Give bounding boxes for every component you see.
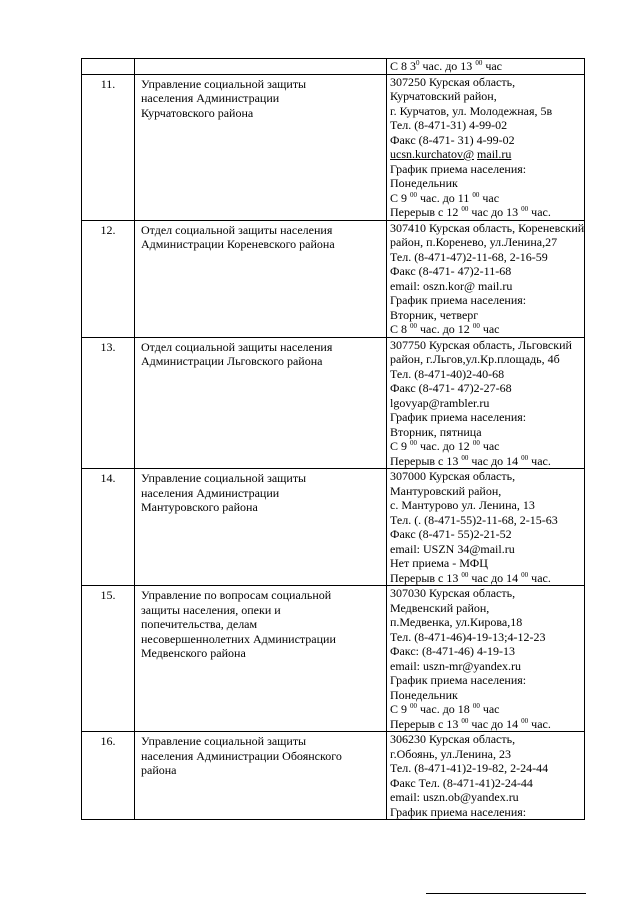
contact-info-line: Нет приема - МФЦ <box>390 556 488 570</box>
row-number: 12. <box>82 220 135 337</box>
contact-info-line: Перерыв с 13 $^{00}$ час до 14 $^{00}$ час. <box>390 453 551 468</box>
contact-info <box>387 732 585 820</box>
contact-info-line: Вторник, пятница <box>390 424 482 439</box>
contact-info-line: Тел. (8-471-41)2-19-82, 2-24-44 <box>390 761 549 775</box>
institution-name <box>135 59 387 75</box>
contact-info-line: 307410 Курская область, Кореневский <box>390 220 585 235</box>
institution-name: Управление социальной защиты населения Администрации Курчатовского района <box>135 74 387 220</box>
institutions-table-body <box>82 59 585 820</box>
contact-info <box>387 59 585 75</box>
table-row <box>82 59 585 75</box>
table-row <box>82 586 585 732</box>
contact-info-line: email: USZN 34@mail.ru <box>390 541 515 556</box>
contact-info-line: Перерыв с 13 $^{00}$ час до 14 $^{00}$ час. <box>390 570 551 585</box>
institutions-table <box>81 58 585 820</box>
contact-info-line: С 9 $^{00}$ час. до 18 $^{00}$ час <box>390 702 500 716</box>
contact-info-line: email: uszn-mr@yandex.ru <box>390 658 522 673</box>
contact-info-line: Тел. (. (8-471-55)2-11-68, 2-15-63 <box>390 512 558 527</box>
contact-info-line: С 9 $^{00}$ час. до 12 $^{00}$ час <box>390 439 500 453</box>
contact-info <box>387 74 585 220</box>
contact-info-line: район, п.Коренево, ул.Ленина,27 <box>390 235 558 249</box>
contact-info-line: График приема населения: <box>390 293 527 307</box>
contact-info-line: Курчатовский район, <box>390 89 497 103</box>
contact-info-line: 307750 Курская область, Льговский <box>390 337 572 352</box>
institution-name: Управление по вопросам социальной защиты населения, опеки и попечительства, делам несовершеннолетних Администрации Медвенского района <box>135 586 387 732</box>
table-row <box>82 74 585 220</box>
institution-name: Отдел социальной защиты населения Администрации Кореневского района <box>135 220 387 337</box>
contact-info-line: График приема населения: <box>390 673 527 687</box>
contact-info-line: Факс (8-471- 55)2-21-52 <box>390 527 512 541</box>
contact-info-line: п.Медвенка, ул.Кирова,18 <box>390 615 523 629</box>
contact-info-line: email: uszn.ob@yandex.ru <box>390 790 519 804</box>
contact-info-line: Факс: (8-471-46) 4-19-13 <box>390 644 515 658</box>
contact-info-line: Факс (8-471- 47)2-11-68 <box>390 264 512 278</box>
contact-info-line: 307030 Курская область, <box>390 586 516 600</box>
contact-info-line: г.Обоянь, ул.Ленина, 23 <box>390 746 511 761</box>
contact-info-line: с. Мантурово ул. Ленина, 13 <box>390 498 535 512</box>
contact-info-line: Перерыв с 13 $^{00}$ час до 14 $^{00}$ час. <box>390 716 551 731</box>
row-number: 15. <box>82 586 135 732</box>
contact-info-line: email: oszn.kor@ mail.ru <box>390 278 513 293</box>
contact-info-line: г. Курчатов, ул. Молодежная, 5в <box>390 103 553 118</box>
contact-info-line: Тел. (8-471-40)2-40-68 <box>390 366 505 381</box>
row-number: 11. <box>82 74 135 220</box>
contact-info-line: Факс (8-471- 31) 4-99-02 <box>390 132 515 147</box>
contact-info-line: График приема населения: <box>390 410 527 424</box>
contact-info-line: Тел. (8-471-31) 4-99-02 <box>390 118 508 132</box>
contact-info-line: Факс (8-471- 47)2-27-68 <box>390 381 512 395</box>
contact-info-line: Понедельник <box>390 687 458 702</box>
contact-info-line: ucsn.kurchatov@ mail.ru <box>390 147 512 161</box>
contact-info-line: Медвенский район, <box>390 600 490 615</box>
contact-info-line: С 8 $3^0$ час. до 13 $^{00}$ час <box>390 59 502 73</box>
institution-name: Отдел социальной защиты населения Администрации Льговского района <box>135 337 387 469</box>
row-number: 14. <box>82 469 135 586</box>
contact-info-line: Тел. (8-471-46)4-19-13;4-12-23 <box>390 629 546 644</box>
row-number: 13. <box>82 337 135 469</box>
institution-name: Управление социальной защиты населения Администрации Мантуровского района <box>135 469 387 586</box>
contact-info-line: 307000 Курская область, <box>390 469 516 483</box>
contact-info-line: Перерыв с 12 $^{00}$ час до 13 $^{00}$ час. <box>390 205 551 219</box>
contact-info-line: lgovyap@rambler.ru <box>390 395 490 410</box>
contact-info <box>387 469 585 586</box>
table-row <box>82 732 585 820</box>
contact-info <box>387 586 585 732</box>
row-number <box>82 59 135 75</box>
contact-info-line: 307250 Курская область, <box>390 74 516 89</box>
contact-info-line: С 9 $^{00}$ час. до 11 $^{00}$ час <box>390 190 500 205</box>
contact-info-line: Факс Тел. (8-471-41)2-24-44 <box>390 775 533 790</box>
contact-info <box>387 220 585 337</box>
contact-info-line: График приема населения: <box>390 804 527 819</box>
contact-info-line: район, г.Льгов,ул.Кр.площадь, 4б <box>390 352 560 366</box>
contact-info <box>387 337 585 469</box>
contact-info-line: Понедельник <box>390 176 458 190</box>
contact-info-line: Мантуровский район, <box>390 483 502 498</box>
contact-info-line: 306230 Курская область, <box>390 732 516 746</box>
table-row <box>82 337 585 469</box>
institution-name: Управление социальной защиты населения Администрации Обоянского района <box>135 732 387 820</box>
row-number: 16. <box>82 732 135 820</box>
contact-info-line: С 8 $^{00}$ час. до 12 $^{00}$ час <box>390 322 500 336</box>
contact-info-line: Вторник, четверг <box>390 307 479 322</box>
contact-info-line: Тел. (8-471-47)2-11-68, 2-16-59 <box>390 249 548 264</box>
contact-info-line: График приема населения: <box>390 161 527 176</box>
table-row <box>82 220 585 337</box>
table-row <box>82 469 585 586</box>
footer-rule <box>426 893 586 894</box>
